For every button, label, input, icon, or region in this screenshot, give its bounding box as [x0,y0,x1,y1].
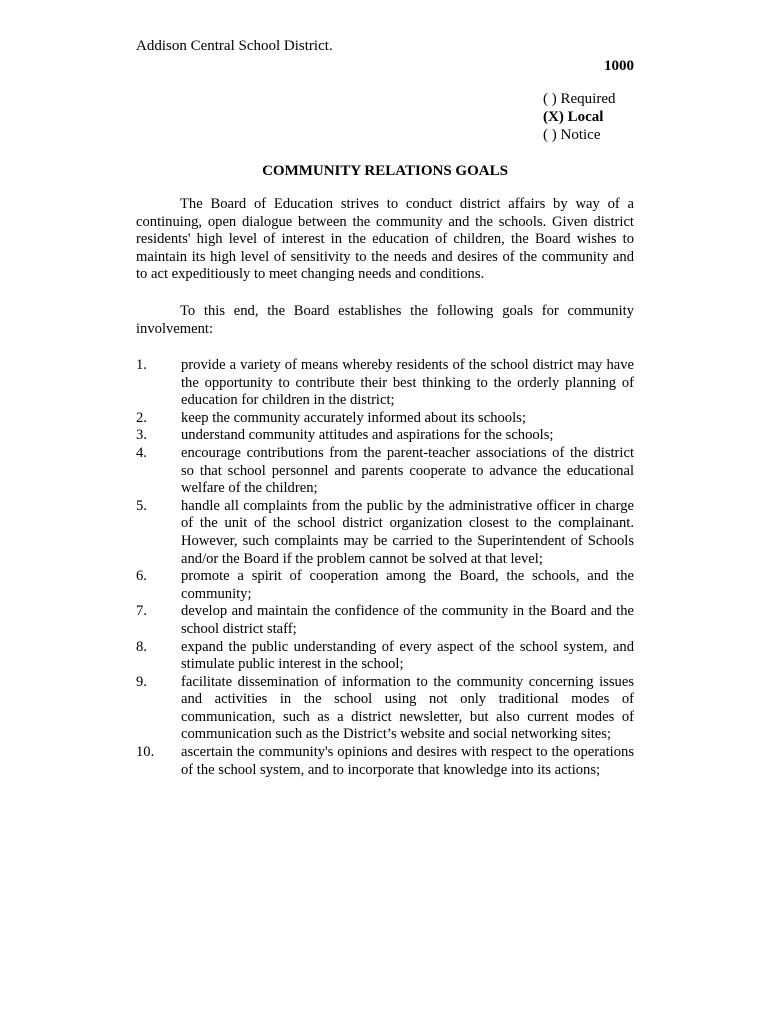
goal-text: expand the public understanding of every aspect of the school system, and stimulate public interest in the school; [181,638,634,673]
list-item [136,674,634,744]
list-item [136,744,634,779]
list-item [136,603,634,638]
intro-paragraph: The Board of Education strives to conduct district affairs by way of a continuing, open dialogue between the community and the schools. Given district residents' high level of interest in the education of children, the Board wishes to maintain its high level of sensitivity to the needs and desires of the community and to act expeditiously to meet changing needs and conditions. [136,196,634,283]
goal-text: keep the community accurately informed about its schools; [181,409,526,426]
policy-number: 1000 [604,58,634,74]
goal-text: develop and maintain the confidence of the community in the Board and the school district staff; [181,603,634,637]
goal-number: 9. [136,673,147,690]
goals-lead-paragraph: To this end, the Board establishes the following goals for community involvement: [136,303,634,337]
document-title: COMMUNITY RELATIONS GOALS [262,163,508,179]
goals-list [136,357,634,779]
classification-required: ( ) Required [543,91,616,107]
goal-text: encourage contributions from the parent-teacher associations of the district so that school personnel and parents cooperate to advance the educational welfare of the children; [181,444,634,497]
goal-text: ascertain the community's opinions and desires with respect to the operations of the school system, and to incorporate that knowledge into its actions; [181,744,634,778]
list-item [136,639,634,674]
goal-number: 7. [136,603,147,620]
goal-number: 1. [136,357,147,373]
list-item [136,445,634,498]
list-item [136,410,634,428]
goal-number: 3. [136,427,147,444]
list-item [136,427,634,445]
policy-classification [543,90,615,144]
list-item [136,357,634,410]
goal-number: 5. [136,497,147,514]
district-name: Addison Central School District. [136,38,333,54]
goal-number: 4. [136,444,147,461]
goal-text: understand community attitudes and aspirations for the schools; [181,427,554,444]
goal-number: 6. [136,568,147,585]
goal-number: 8. [136,638,147,655]
goal-text: handle all complaints from the public by the administrative officer in charge of the unit of the school district organization closest to the complainant. However, such complaints may be carried to the Superintendent of Schools and/or the Board if the problem cannot be solved at that level; [181,497,634,567]
classification-local: (X) Local [543,109,604,125]
list-item [136,568,634,603]
goal-text: promote a spirit of cooperation among the Board, the schools, and the community; [181,568,634,602]
goal-number: 2. [136,409,147,426]
goal-text: facilitate dissemination of information to the community concerning issues and activities in the school using not only traditional modes of communication, such as a district newsletter, but also current modes of communication such as the District’s website and social networking sites; [181,673,634,743]
list-item [136,498,634,568]
goal-number: 10. [136,744,155,761]
classification-notice: ( ) Notice [543,127,601,143]
goal-text: provide a variety of means whereby residents of the school district may have the opportunity to contribute their best thinking to the orderly planning of education for children in the district; [181,357,634,409]
